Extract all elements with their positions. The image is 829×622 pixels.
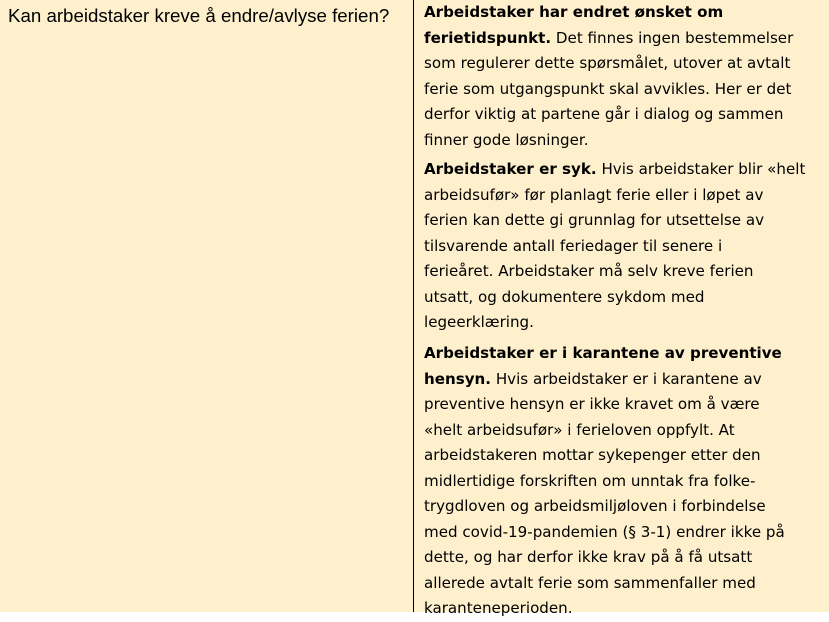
answer-line — [424, 310, 805, 336]
body-text: arbeidsufør» før planlagt ferie eller i løpet av — [424, 185, 764, 204]
answer-line — [424, 418, 785, 444]
body-text: karanteneperioden. — [424, 599, 573, 617]
answer-line — [424, 102, 793, 128]
answer-line — [424, 26, 793, 52]
body-text: legeerklæring. — [424, 313, 534, 331]
answer-line — [424, 571, 785, 597]
body-text: utsatt, og dokumentere sykdom med — [424, 287, 705, 306]
answer-cell — [415, 0, 829, 617]
answer-line — [424, 545, 785, 571]
bold-lead-text: Arbeidstaker har endret ønsket om — [424, 3, 724, 21]
answer-line — [424, 208, 805, 234]
body-text: derfor viktig at partene går i dialog og sammen — [424, 105, 784, 123]
body-text: preventive hensyn er ikke kravet om å være — [424, 395, 760, 413]
body-text: med covid-19-pandemien (§ 3-1) endrer ikke på — [424, 522, 785, 541]
question-cell — [0, 0, 414, 612]
bold-lead-text: Arbeidstaker er syk. — [424, 160, 597, 178]
bold-lead-text: ferietidspunkt. — [424, 28, 552, 47]
answer-line — [424, 285, 805, 311]
answer-line — [424, 234, 805, 260]
answer-line — [424, 443, 785, 469]
body-text: ferieåret. Arbeidstaker må selv kreve ferien — [424, 262, 754, 280]
answer-line — [424, 0, 793, 26]
answer-line — [424, 183, 805, 209]
bold-lead-text: Arbeidstaker er i karantene av preventive — [424, 344, 782, 362]
answer-line — [424, 77, 793, 103]
body-text: ferie som utgangspunkt skal avvikles. Her er det — [424, 79, 792, 98]
answer-line — [424, 157, 805, 183]
body-text: trygdloven og arbeidsmiljøloven i forbindelse — [424, 497, 766, 515]
answer-line — [424, 469, 785, 495]
answer-paragraph — [424, 0, 793, 153]
bold-lead-text: hensyn. — [424, 369, 492, 388]
body-text: arbeidstakeren mottar sykepenger etter den — [424, 446, 761, 464]
body-text: dette, og har derfor ikke krav på å få utsatt — [424, 548, 753, 566]
body-text: Hvis arbeidstaker er i karantene av — [491, 369, 762, 388]
answer-line — [424, 128, 793, 154]
answer-line — [424, 520, 785, 546]
body-text: Hvis arbeidstaker blir «helt — [596, 160, 806, 178]
answer-paragraph — [424, 157, 805, 336]
answer-line — [424, 51, 793, 77]
answer-line — [424, 259, 805, 285]
answer-line — [424, 494, 785, 520]
answer-line — [424, 392, 785, 418]
body-text: allerede avtalt ferie som sammenfaller med — [424, 573, 756, 592]
body-text: midlertidige forskriften om unntak fra folke- — [424, 471, 756, 490]
body-text: som regulerer dette spørsmålet, utover at avtalt — [424, 54, 791, 72]
answer-paragraph — [424, 341, 785, 622]
body-text: ferien kan dette gi grunnlag for utsettelse av — [424, 211, 765, 229]
answer-line — [424, 341, 785, 367]
answer-line — [424, 596, 785, 622]
answer-line — [424, 367, 785, 393]
body-text: Det finnes ingen bestemmelser — [551, 28, 794, 47]
body-text: tilsvarende antall feriedager til senere i — [424, 236, 723, 255]
question-text: Kan arbeidstaker kreve å endre/avlyse ferien? — [8, 5, 390, 26]
body-text: finner gode løsninger. — [424, 130, 589, 149]
body-text: «helt arbeidsufør» i ferieloven oppfylt. At — [424, 420, 735, 439]
